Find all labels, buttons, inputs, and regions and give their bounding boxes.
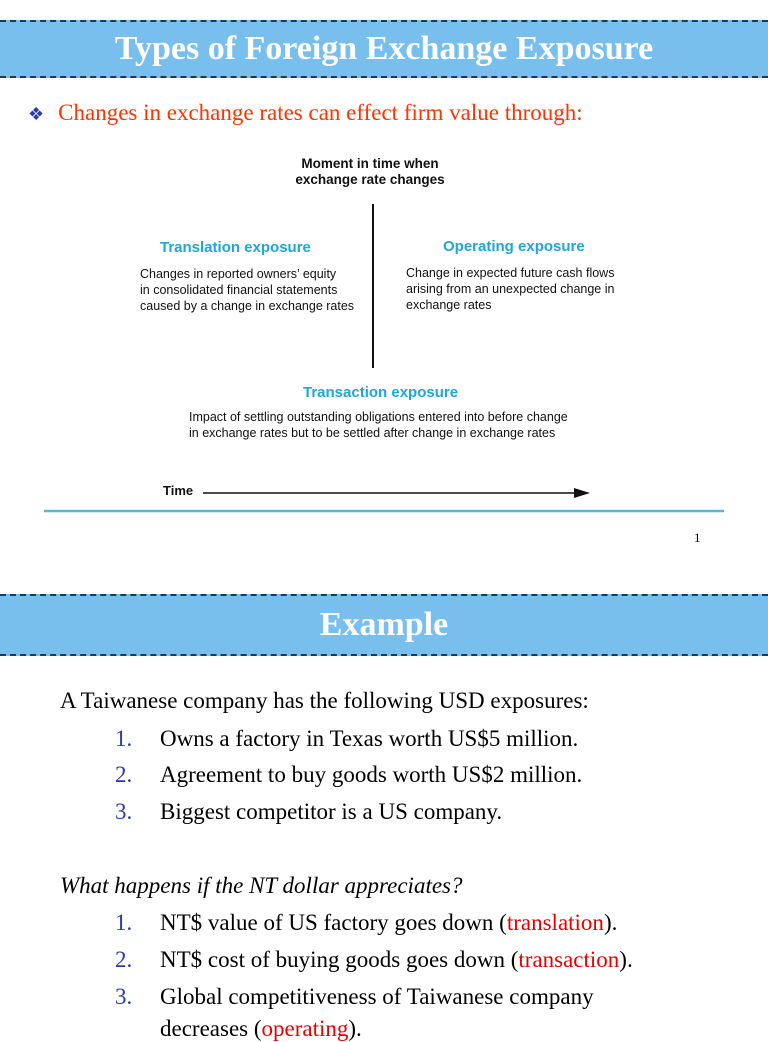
answer-number: 1.	[115, 910, 133, 935]
slide2-title-banner	[0, 594, 768, 656]
exposure-diagram	[0, 140, 768, 530]
translation-heading: Translation exposure	[160, 239, 311, 256]
moment-label-line2: exchange rate changes	[295, 172, 445, 187]
intro-text: A Taiwanese company has the following USD exposures:	[60, 688, 589, 713]
time-label: Time	[163, 483, 194, 498]
operating-description	[406, 265, 614, 313]
page-number: 1	[694, 530, 701, 545]
answer-text-after: ).	[603, 910, 618, 935]
exposure-text: Owns a factory in Texas worth US$5 million.	[160, 726, 579, 751]
answer-keyword: transaction	[518, 947, 620, 972]
translation-line1: Changes in reported owners’ equity	[140, 267, 337, 281]
exposure-text: Biggest competitor is a US company.	[160, 799, 503, 824]
answer-text-before: NT$ value of US factory goes down (	[160, 910, 507, 935]
exposure-number: 1.	[115, 726, 133, 751]
translation-line2: in consolidated financial statements	[140, 283, 338, 297]
operating-line2: arising from an unexpected change in	[406, 282, 615, 296]
answer-text: Global competitiveness of Taiwanese company	[160, 984, 594, 1009]
answer-text-after: ).	[348, 1016, 362, 1041]
slide1-title-banner	[0, 20, 768, 78]
operating-line3: exchange rates	[406, 298, 492, 312]
operating-line1: Change in expected future cash flows	[406, 266, 615, 280]
answer-number: 2.	[115, 947, 133, 972]
transaction-heading: Transaction exposure	[303, 384, 459, 401]
slide1-bullet	[28, 100, 583, 126]
transaction-line2: in exchange rates but to be settled after change in exchange rates	[189, 426, 556, 440]
operating-heading: Operating exposure	[443, 238, 585, 255]
answer-text-before: NT$ cost of buying goods goes down (	[160, 947, 519, 972]
exposure-number: 3.	[115, 799, 133, 824]
question-text: What happens if the NT dollar appreciates?	[60, 873, 463, 898]
moment-label-line1: Moment in time when	[301, 156, 439, 171]
exposure-number: 2.	[115, 762, 133, 787]
slide1-bullet-text: Changes in exchange rates can effect firm value through:	[58, 100, 583, 125]
slide2-title: Example	[319, 606, 449, 643]
transaction-line1: Impact of settling outstanding obligations entered into before change	[189, 410, 568, 424]
answer-text	[160, 947, 633, 973]
answer-text-continuation	[160, 1016, 362, 1042]
answer-text-after: ).	[619, 947, 633, 972]
time-arrow-head-icon	[574, 488, 590, 498]
answer-keyword: operating	[261, 1016, 349, 1041]
diagram-lines	[0, 140, 768, 530]
diamond-bullet-icon: ❖	[28, 104, 45, 124]
translation-description	[140, 266, 354, 314]
answer-keyword: translation	[506, 910, 604, 935]
answer-text	[160, 910, 617, 936]
slide1-title: Types of Foreign Exchange Exposure	[114, 30, 654, 67]
transaction-description	[189, 409, 568, 441]
answer-number: 3.	[115, 984, 133, 1009]
answer-text-before: decreases (	[160, 1016, 262, 1041]
translation-line3: caused by a change in exchange rates	[140, 299, 355, 313]
exposure-text: Agreement to buy goods worth US$2 million.	[160, 762, 583, 787]
